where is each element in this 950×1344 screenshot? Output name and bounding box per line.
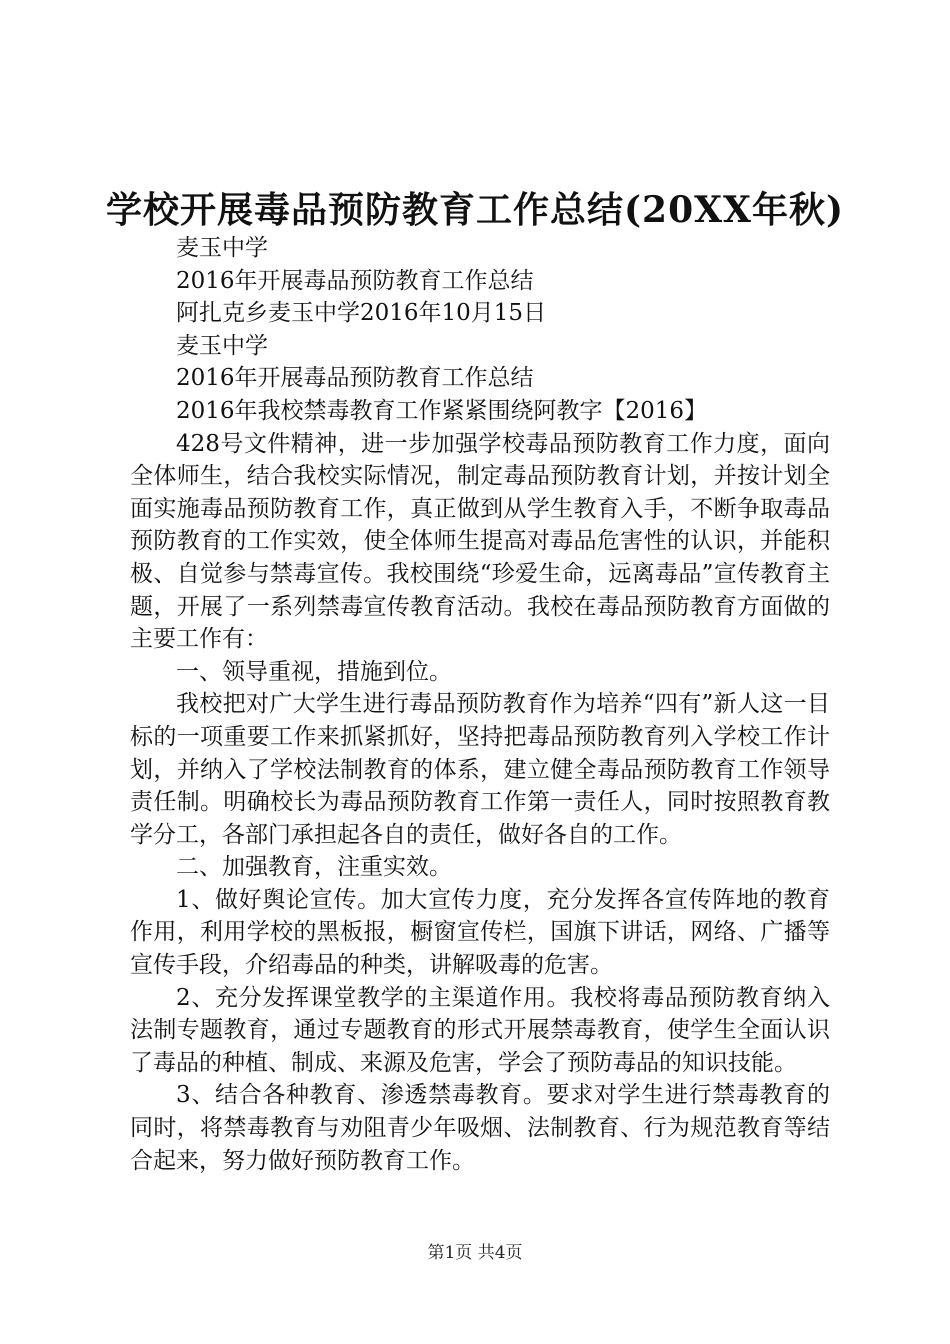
section-heading-2: 二、加强教育，注重实效。 [176, 854, 452, 881]
page-footer: 第1页 共4页 [427, 1243, 523, 1263]
header-line-school: 麦玉中学 [176, 235, 268, 261]
header-line-summary: 2016年开展毒品预防教育工作总结 [176, 267, 534, 294]
paragraph-item-2: 2、充分发挥课堂教学的主渠道作用。我校将毒品预防教育纳入法制专题教育，通过专题教育的形式开展禁毒教育，使学生全面认识了毒品的种植、制成、来源及危害，学会了预防毒品的知识技能。 [130, 984, 830, 1076]
document-body [130, 232, 830, 1177]
section-heading-1: 一、领导重视，措施到位。 [176, 658, 452, 685]
paragraph-intro: 428号文件精神，进一步加强学校毒品预防教育工作力度，面向全体师生，结合我校实际情况，制定毒品预防教育计划，并按计划全面实施毒品预防教育工作，真正做到从学生教育入手，不断争取毒品预防教育的工作实效，使全体师生提高对毒品危害性的认识，并能积极、自觉参与禁毒宣传。我校围绕“珍爱生命，远离毒品”宣传教育主题，开展了一系列禁毒宣传教育活动。我校在毒品预防教育方面做的主要工作有： [130, 430, 830, 653]
header-line-date: 阿扎克乡麦玉中学2016年10月15日 [176, 300, 547, 327]
header-line-summary-repeat: 2016年开展毒品预防教育工作总结 [176, 365, 534, 392]
header-line-intro: 2016年我校禁毒教育工作紧紧围绕阿教字【2016】 [176, 397, 708, 424]
paragraph-item-1: 1、做好舆论宣传。加大宣传力度，充分发挥各宣传阵地的教育作用，利用学校的黑板报，橱窗宣传栏，国旗下讲话，网络、广播等宣传手段，介绍毒品的种类，讲解吸毒的危害。 [130, 886, 830, 979]
paragraph-item-3: 3、结合各种教育、渗透禁毒教育。要求对学生进行禁毒教育的同时，将禁毒教育与劝阻青少年吸烟、法制教育、行为规范教育等结合起来，努力做好预防教育工作。 [130, 1082, 830, 1174]
paragraph-leadership: 我校把对广大学生进行毒品预防教育作为培养“四有”新人这一目标的一项重要工作来抓紧抓好，坚持把毒品预防教育列入学校工作计划，并纳入了学校法制教育的体系，建立健全毒品预防教育工作领导责任制。明确校长为毒品预防教育工作第一责任人，同时按照教育教学分工，各部门承担起各自的责任，做好各自的工作。 [130, 691, 830, 848]
header-line-school-repeat: 麦玉中学 [176, 332, 268, 359]
document-title: 学校开展毒品预防教育工作总结(20XX年秋) [105, 189, 845, 231]
